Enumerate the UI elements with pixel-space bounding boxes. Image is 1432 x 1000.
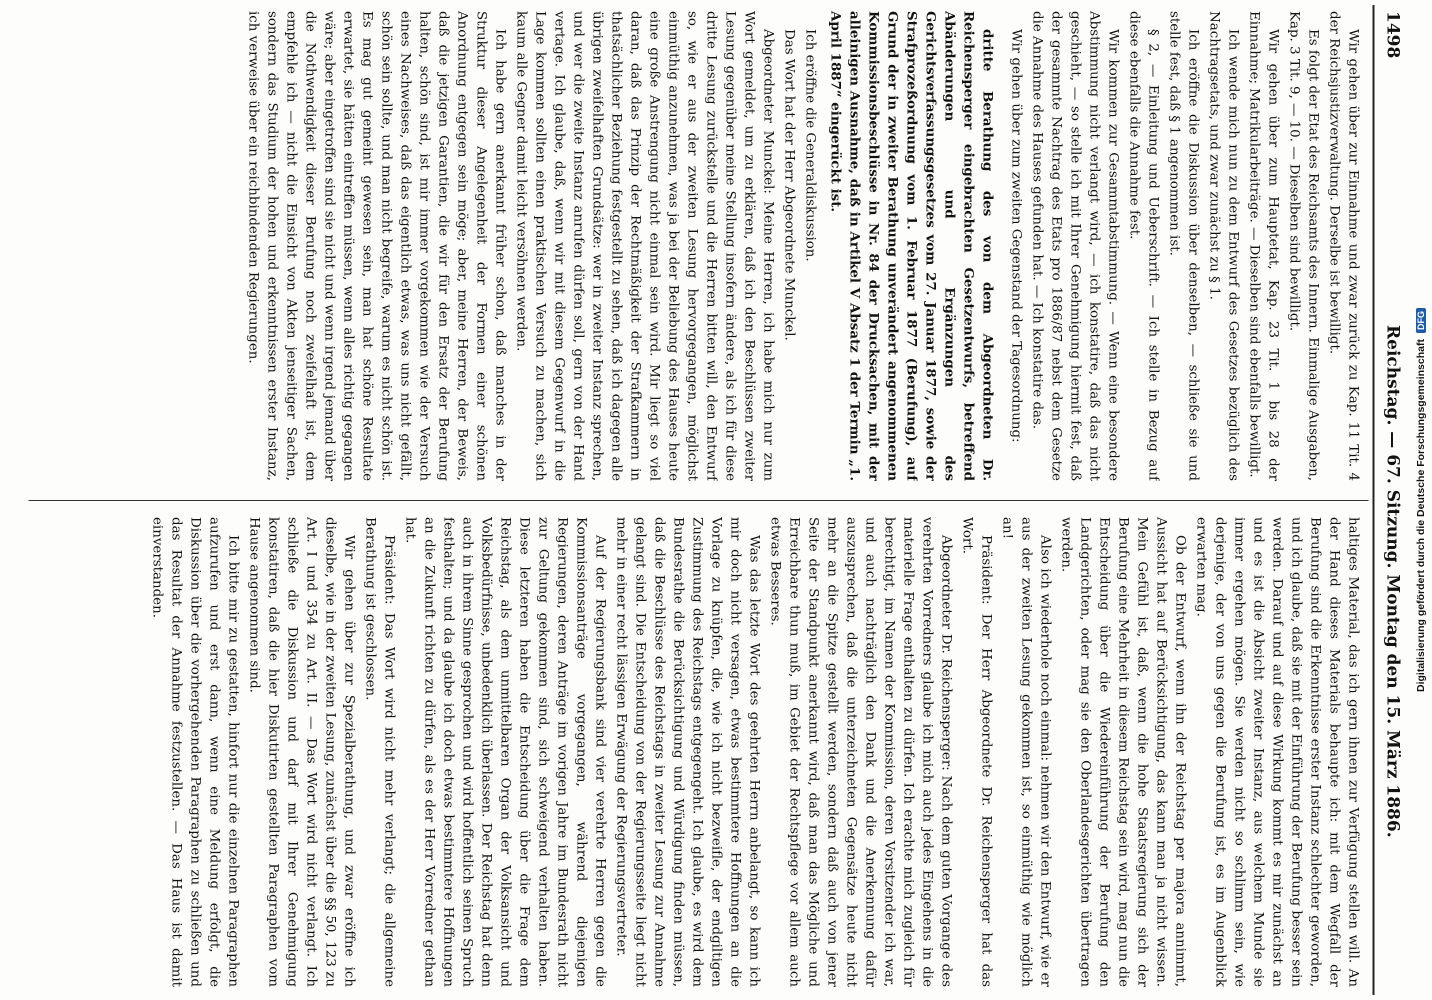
page-header [1373, 5, 1409, 995]
paragraph: Ich eröffne die Diskussion über denselben, — schließe sie und stelle fest, daß § 1 angenommen ist. [1166, 11, 1201, 481]
paragraph: Präsident: Das Wort wird nicht mehr verlangt; die allgemeine Berathung ist geschlossen. [362, 517, 397, 987]
section-heading: dritte Berathung des von dem Abgeordneten Dr. Reichensperger eingebrachten Gesetzentwurfs, betreffend Abänderungen und Ergänzungen des Gerichtsverfassungsgesetzes vom 27. Januar 1877, sowie der Strafprozeßordnung vom 1. Februar 1877 (Berufung), auf Grund der in zweiter Berathung unverändert angenommenen Kommissionsbeschlüsse in Nr. 84 der Drucksachen, mit der alleinigen Ausnahme, daß in Artikel V Absatz 1 der Termin „1. April 1887“ eingerückt ist. [827, 11, 996, 481]
paragraph: Wir gehen über zum Hauptetat, Kap. 23 Tit. 1 bis 28 der Einnahme; Matrikularbeiträge. — Dieselben sind ebenfalls bewilligt. [1246, 11, 1281, 481]
rotated-page [24, 5, 1409, 995]
paragraph: Was das letzte Wort des geehrten Herrn anbelangt, so kann ich mir doch nicht versagen, etwas bestimmtere Hoffnungen an die Vorlage zu knüpfen, die, wie ich nicht bezweifle, der endgiltigen Zustimmung des Reichstags entgegengeht. Ich glaube, es wird dem Bundesrathe die Berücksichtigung und Würdigung finden müssen, daß die Beschlüsse des Reichstags in zweiter Lesung zur Annahme gelangt sind. Die Entscheidung von der Regierungsseite liegt nicht mehr in einer recht lässigen Erwägung der Regierungsvertreter. [613, 517, 762, 987]
caption-text: Digitalisierung gefördert durch die Deutsche Forschungsgemeinschaft [1415, 339, 1427, 692]
page-number: 1498 [1382, 11, 1403, 59]
paragraph: Ich eröffne die Generaldiskussion. [802, 29, 818, 262]
paragraph: Präsident: Der Herr Abgeordnete Dr. Reichensperger hat das Wort. [959, 517, 994, 987]
paragraph: Wir gehen über zur Einnahme und zwar zurück zu Kap. 11 Tit. 4 der Reichsjustizverwaltung. Derselbe ist bewilligt. [1326, 11, 1361, 481]
paragraph: Ich bitte mir zu gestatten, hinfort nur die einzelnen Paragraphen aufzurufen und erst dann, wenn eine Meldung erfolgt, die Diskussion über die vorhergehenden Paragraphen zu schließen und das Resultat der Annahme festzustellen. — Das Haus ist damit einverstanden. [149, 517, 241, 987]
paragraph: Abgeordneter Dr. Reichensperger: Nach dem guten Vorgange des verehrten Vorredners glaube ich mich auch jedes Eingehens in die materielle Frage enthalten zu dürfen. Ich erachte mich zugleich für berechtigt, im Namen der Kommission, deren Vorsitzender ich war, und auch nachträglich den Dank und die Anerkennung dafür auszusprechen, daß die unterzeichneten Gegensätze heute nicht mehr an die Spitze gestellt werden, sondern daß auch von jener Seite der Standpunkt anerkannt wird, daß man das Mögliche und Erreichbare thun muß, im Gebiet der Rechtspflege vor allem auch etwas Besseres. [767, 517, 954, 987]
paragraph: Auf der Regierungsbank sind vier verehrte Herren gegen die Kommissionsanträge vorgegangen, während diejenigen Regierungen, deren Anträge im vorigen Jahre im Bundesrath nicht zur Geltung gekommen sind, sich schweigend verhalten haben. Diese letzteren haben die Entscheidung über die Frage dem Reichstag, als dem unmittelbaren Organ der Volksansicht und Volksbedürfnisse, unbedenklich überlassen. Der Reichstag hat denn auch in ihrem Sinne gesprochen und wird hoffentlich seinen Spruch festhalten; und da glaube ich doch etwas bestimmtere Hoffnungen an die Zukunft richten zu dürfen, als es der Herr Vorredner gethan hat. [402, 517, 608, 987]
paragraph: Ob der Entwurf, wenn ihn der Reichstag per majora annimmt, Aussicht hat auf Berücksichtigung, das kann man ja nicht wissen. Mein Gefühl ist, daß, wenn die hohe Staatsregierung sich der Berufung eine Mehrheit in diesem Reichstag sein wird, mag nun die Entscheidung über die Wiedereinführung der Berufung den Landgerichten, oder mag sie den Oberlandesgerichten übertragen werden. [1058, 517, 1188, 987]
paragraph: haltiges Material, das ich gern ihnen zur Verfügung stellen will. An der Hand dieses Materials behaupte ich: mit dem Wegfall der Berufung sind die Erkenntnisse erster Instanz schlechter geworden, und ich glaube, daß sie mit der Einführung der Berufung besser sein werden. Darauf und auf diese Wirkung kommt es mir zunächst an und es ist die Absicht zweiter Instanz, aus welchem Munde sie immer ergehen mögen. Sie werden nicht so schlimm sein, wie derjenige, der von uns gegen die Berufung ist, es im Augenblick erwarten mag. [1193, 517, 1361, 987]
paragraph: Es folgt der Etat des Reichsamts des Innern. Einmalige Ausgaben, Kap. 3 Tit. 9, — 10. — Dieselben sind bewilligt. [1286, 11, 1321, 481]
running-title: Reichstag. — 67. Sitzung. Montag den 15. März 1886. [1382, 325, 1403, 838]
right-column [33, 517, 1363, 987]
dfg-logo: DFG [1416, 308, 1426, 333]
paragraph: Abgeordneter Munckel: Meine Herren, ich habe mich nur zum Wort gemeldet, um zu erklären, daß ich den Beschlüssen zweiter Lesung gegenüber meine Stellung insofern ändere, als ich für diese dritte Lesung zurückstelle und die Herren bitten will, den Entwurf so, wie er aus der zweiten Lesung hervorgegangen, möglichst einmüthig anzunehmen, was ja bei der Beliebung des Hauses heute eine große Anstrengung nicht einmal sein wird. Mir liegt so viel daran, daß das Prinzip der Rechtmäßigkeit der Strafkammern in thatsächlicher Beziehung festgestellt zu sehen, daß ich dagegen alle übrigen zweifelhaften Grundsätze: wer in zweiter Instanz sprechen, und wer die zweite Instanz anrufen dürfen soll, gern von der Hand vertage. Ich glaube, daß, wenn wir mit diesem Gegenwurf in die Lage kommen sollten einen praktischen Versuch zu machen, sich kaum alle Gegner damit leicht versöhnen werden. [513, 11, 776, 481]
left-column [33, 11, 1363, 481]
side-caption [1410, 6, 1432, 994]
paragraph: Ich habe gern anerkannt früher schon, daß manches in der Struktur dieser Angelegenheit der Formen einer schönen Anordnung entgegen sein möge; aber, meine Herren, der Beweis, daß die jetzigen Garantien, die wir für den Ersatz der Berufung halten, schön sind, ist mir immer vorgekommen wie der Versuch eines Nachweises, daß das eigentlich etwas, was uns nicht gefällt, schön sein sollte, und man nicht begreife, warum es nicht schön ist. Es mag gut gemeint gewesen sein, man hat schöne Resultate erwartet, sie hätten eintreffen müssen, wenn alles richtig gegangen wäre; aber eingetroffen sind sie nicht und wenn irgend jemand über die Nothwendigkeit dieser Berufung noch zweifelhaft ist, dem empfehle ich — nicht die Einsicht von Akten jenseitiger Sachen, sondern das Studium der hohen und erkenntnissen erster Instanz, ich verweise über ein reichbindenden Regierungen. [245, 11, 508, 481]
paragraph: § 2, — Einleitung und Ueberschrift. — Ich stelle in Bezug auf diese ebenfalls die Annahme fest. [1126, 11, 1161, 481]
paragraph: Also ich wiederhole noch einmal: nehmen wir den Entwurf, wie er aus der zweiten Lesung gekommen ist, so einmüthig wie möglich an! [999, 517, 1053, 987]
paragraph: Wir kommen zur Gesammtabstimmung. — Wenn eine besondere Abstimmung nicht verlangt wird, — ich konstatire, daß das nicht geschieht, — so stelle ich mit Ihrer Genehmigung hiermit fest, daß der gesammte Nachtrag des Etats pro 1886/87 nebst dem Gesetze die Annahme des Hauses gefunden hat. — Ich konstatire das. [1029, 11, 1121, 481]
paragraph: Das Wort hat der Herr Abgeordnete Munckel. [781, 29, 797, 341]
paragraph: Wir gehen über zur Spezialberathung, und zwar eröffne ich dieselbe, wie in der zweiten Lesung, zunächst über die §§ 50, 123 zu Art. I und 354 zu Art. II. — Das Wort wird nicht verlangt. Ich schließe die Diskussion und darf mit Ihrer Genehmigung konstatiren, daß die hier Diskutirten gestellten Paragraphen vom Hause angenommen sind. [246, 517, 357, 987]
paragraph: Ich wende mich nun zu dem Entwurf des Gesetzes bezüglich des Nachtragsetats, und zwar zunächst zu § 1. [1206, 11, 1241, 481]
column-divider [29, 500, 1369, 501]
paragraph: Wir gehen über zum zweiten Gegenstand der Tagesordnung: [1008, 29, 1024, 443]
